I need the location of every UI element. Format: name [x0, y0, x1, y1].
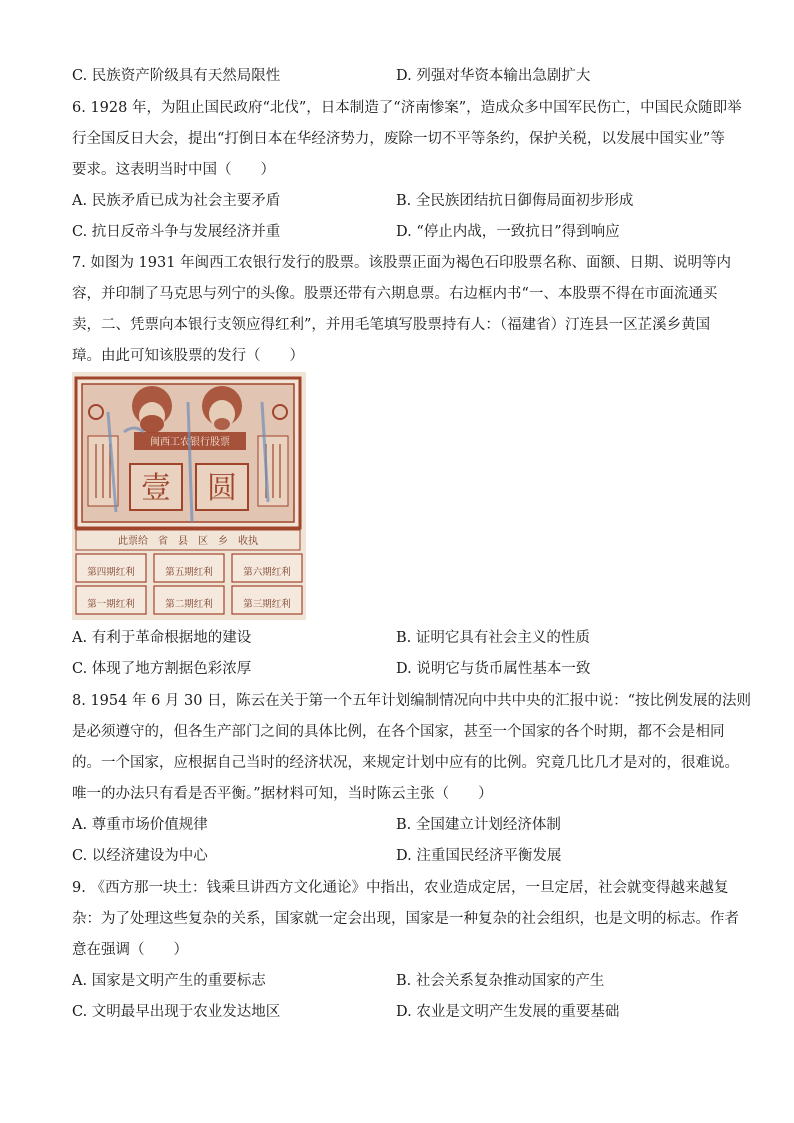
q9-option-c[interactable]: C. 文明最早出现于农业发达地区	[72, 1004, 281, 1020]
q7-stem-line-1: 7. 如图为 1931 年闽西工农银行发行的股票。该股票正面为褐色石印股票名称、面额、日期、说明等内	[72, 255, 732, 271]
q5-option-c[interactable]: C. 民族资产阶级具有天然局限性	[72, 68, 281, 84]
coupon-label: 第六期红利	[243, 567, 291, 578]
coupon-label: 第五期红利	[165, 567, 213, 578]
stock-certificate-image	[72, 372, 306, 620]
coupon-label: 第三期红利	[243, 599, 291, 610]
q8-option-b[interactable]: B. 全国建立计划经济体制	[396, 817, 561, 833]
q9-stem-line-1: 9. 《西方那一块土：钱乘旦讲西方文化通论》中指出，农业造成定居，一旦定居，社会就变得越来越复	[72, 880, 729, 896]
coupon-label: 第一期红利	[87, 599, 135, 610]
q6-option-b[interactable]: B. 全民族团结抗日御侮局面初步形成	[396, 193, 634, 209]
denomination-right: 圆	[207, 471, 237, 506]
q6-option-c[interactable]: C. 抗日反帝斗争与发展经济并重	[72, 224, 281, 240]
q8-stem-line-1: 8. 1954 年 6 月 30 日，陈云在关于第一个五年计划编制情况向中共中央的汇报中说：“按比例发展的法则	[72, 693, 751, 709]
q8-option-a[interactable]: A. 尊重市场价值规律	[72, 817, 208, 833]
q7-option-d[interactable]: D. 说明它与货币属性基本一致	[396, 661, 591, 677]
q7-stem-line-4: 璋。由此可知该股票的发行（ ）	[72, 348, 304, 364]
q5-option-d[interactable]: D. 列强对华资本输出急剧扩大	[396, 68, 591, 84]
q6-stem-line-1: 6. 1928 年，为阻止国民政府“北伐”，日本制造了“济南惨案”，造成众多中国军民伤亡，中国民众随即举	[72, 100, 742, 116]
q9-stem-line-3: 意在强调（ ）	[72, 942, 188, 958]
q8-stem-line-4: 唯一的办法只有看是否平衡。”据材料可知，当时陈云主张（ ）	[72, 786, 493, 802]
q7-option-b[interactable]: B. 证明它具有社会主义的性质	[396, 630, 590, 646]
q8-stem-line-2: 是必须遵守的，但各生产部门之间的具体比例，在各个国家，甚至一个国家的各个时期，都不会是相同	[72, 724, 725, 740]
q7-stem-line-2: 容，并印制了马克思与列宁的头像。股票还带有六期息票。右边框内书“一、本股票不得在市面流通买	[72, 286, 718, 302]
coupon-label: 第四期红利	[87, 567, 135, 578]
q9-option-b[interactable]: B. 社会关系复杂推动国家的产生	[396, 973, 605, 989]
q8-option-d[interactable]: D. 注重国民经济平衡发展	[396, 848, 562, 864]
q7-option-a[interactable]: A. 有利于革命根据地的建设	[72, 630, 252, 646]
q7-option-c[interactable]: C. 体现了地方割据色彩浓厚	[72, 661, 252, 677]
q6-stem-line-2: 行全国反日大会，提出“打倒日本在华经济势力，废除一切不平等条约，保护关税，以发展中国实业”等	[72, 131, 725, 147]
coupon-label: 第二期红利	[165, 599, 213, 610]
q8-stem-line-3: 的。一个国家，应根据自己当时的经济状况，来规定计划中应有的比例。究竟几比几才是对的，很难说。	[72, 755, 739, 771]
certificate-header: 闽西工农银行股票	[150, 437, 230, 448]
q9-option-a[interactable]: A. 国家是文明产生的重要标志	[72, 973, 266, 989]
q9-option-d[interactable]: D. 农业是文明产生发展的重要基础	[396, 1004, 620, 1020]
q6-stem-line-3: 要求。这表明当时中国（ ）	[72, 162, 275, 178]
stock-certificate-drawing	[72, 372, 306, 620]
q6-option-a[interactable]: A. 民族矛盾已成为社会主要矛盾	[72, 193, 281, 209]
denomination-left: 壹	[141, 471, 171, 506]
q8-option-c[interactable]: C. 以经济建设为中心	[72, 848, 208, 864]
q9-stem-line-2: 杂：为了处理这些复杂的关系，国家就一定会出现，国家是一种复杂的社会组织，也是文明的标志。作者	[72, 911, 739, 927]
q6-option-d[interactable]: D. “停止内战，一致抗日”得到响应	[396, 224, 620, 240]
q7-stem-line-3: 卖，二、凭票向本银行支领应得红利”，并用毛笔填写股票持有人：（福建省）汀连县一区芷溪乡黄国	[72, 317, 711, 333]
holder-row: 此票给 省 县 区 乡 收执	[118, 536, 258, 547]
